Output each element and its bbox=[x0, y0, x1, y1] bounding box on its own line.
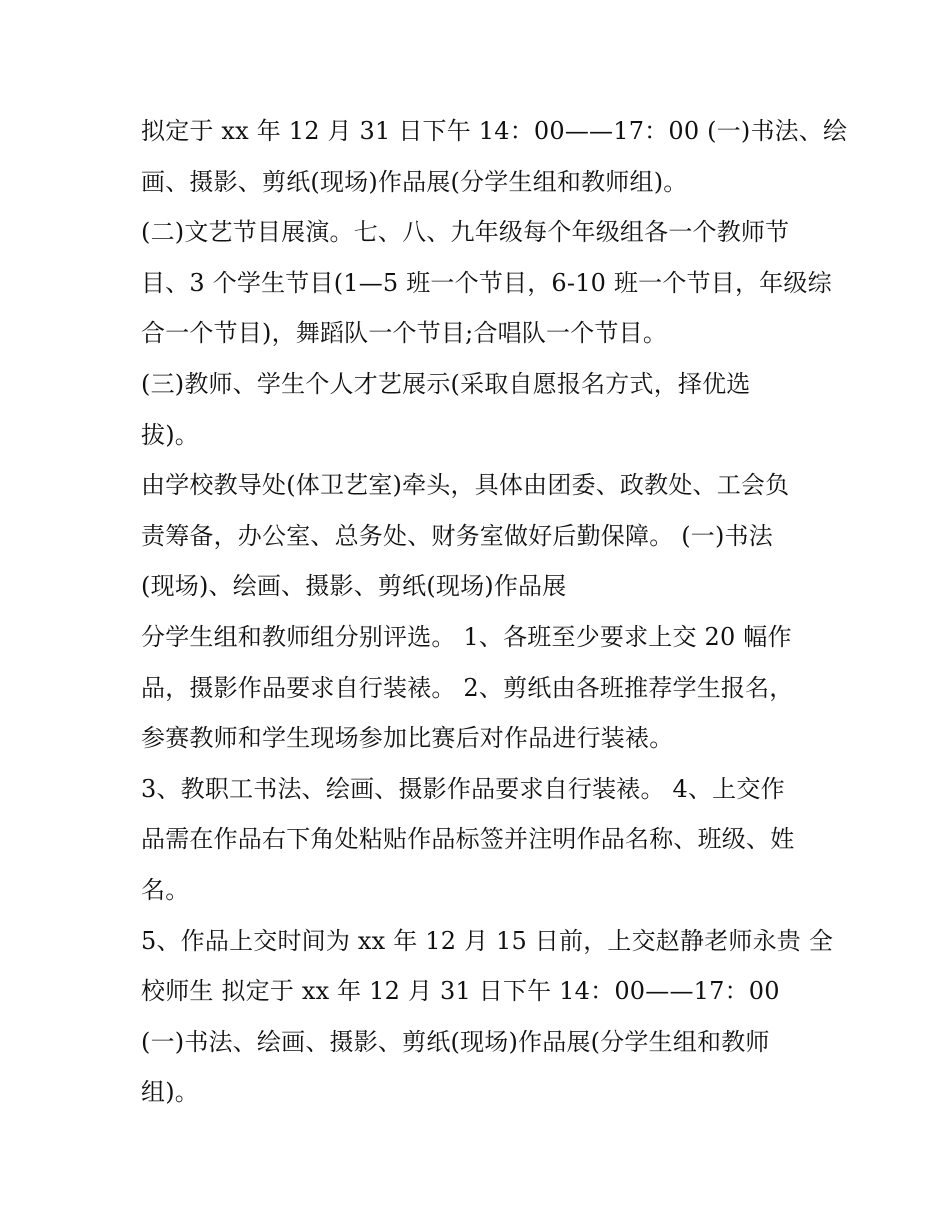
text-line: 3、教职工书法、绘画、摄影作品要求自行装裱。 4、上交作 bbox=[141, 774, 785, 803]
text-line: 5、作品上交时间为 xx 年 12 月 15 日前，上交赵静老师永贵 全 bbox=[141, 926, 834, 955]
text-line: 参赛教师和学生现场参加比赛后对作品进行装裱。 bbox=[141, 724, 674, 753]
text-line: (现场)、绘画、摄影、剪纸(现场)作品展 bbox=[141, 572, 567, 601]
text-line: 合一个节目)，舞蹈队一个节目;合唱队一个节目。 bbox=[141, 319, 668, 348]
text-line: 校师生 拟定于 xx 年 12 月 31 日下午 14：00——17：00 bbox=[141, 977, 780, 1006]
text-line: 组)。 bbox=[141, 1078, 199, 1107]
text-line: (二)文艺节目展演。七、八、九年级每个年级组各一个教师节 bbox=[141, 218, 790, 247]
text-line: 目、3 个学生节目(1—5 班一个节目，6-10 班一个节目，年级综 bbox=[141, 268, 832, 297]
text-line: 拔)。 bbox=[141, 420, 199, 449]
text-line: 画、摄影、剪纸(现场)作品展(分学生组和教师组)。 bbox=[141, 167, 688, 196]
text-line: 名。 bbox=[141, 875, 190, 904]
document-body bbox=[141, 106, 848, 1118]
text-line: 品需在作品右下角处粘贴作品标签并注明作品名称、班级、姓 bbox=[141, 825, 795, 854]
text-line: (一)书法、绘画、摄影、剪纸(现场)作品展(分学生组和教师 bbox=[141, 1027, 770, 1056]
text-line: 由学校教导处(体卫艺室)牵头，具体由团委、政教处、工会负 bbox=[141, 471, 790, 500]
text-line: (三)教师、学生个人才艺展示(采取自愿报名方式，择优选 bbox=[141, 369, 751, 398]
text-line: 品，摄影作品要求自行装裱。 2、剪纸由各班推荐学生报名， bbox=[141, 673, 794, 702]
text-line: 责筹备，办公室、总务处、财务室做好后勤保障。 (一)书法 bbox=[141, 521, 773, 550]
text-line: 拟定于 xx 年 12 月 31 日下午 14：00——17：00 (一)书法、绘 bbox=[141, 117, 848, 145]
text-line: 分学生组和教师组分别评选。 1、各班至少要求上交 20 幅作 bbox=[141, 622, 792, 651]
